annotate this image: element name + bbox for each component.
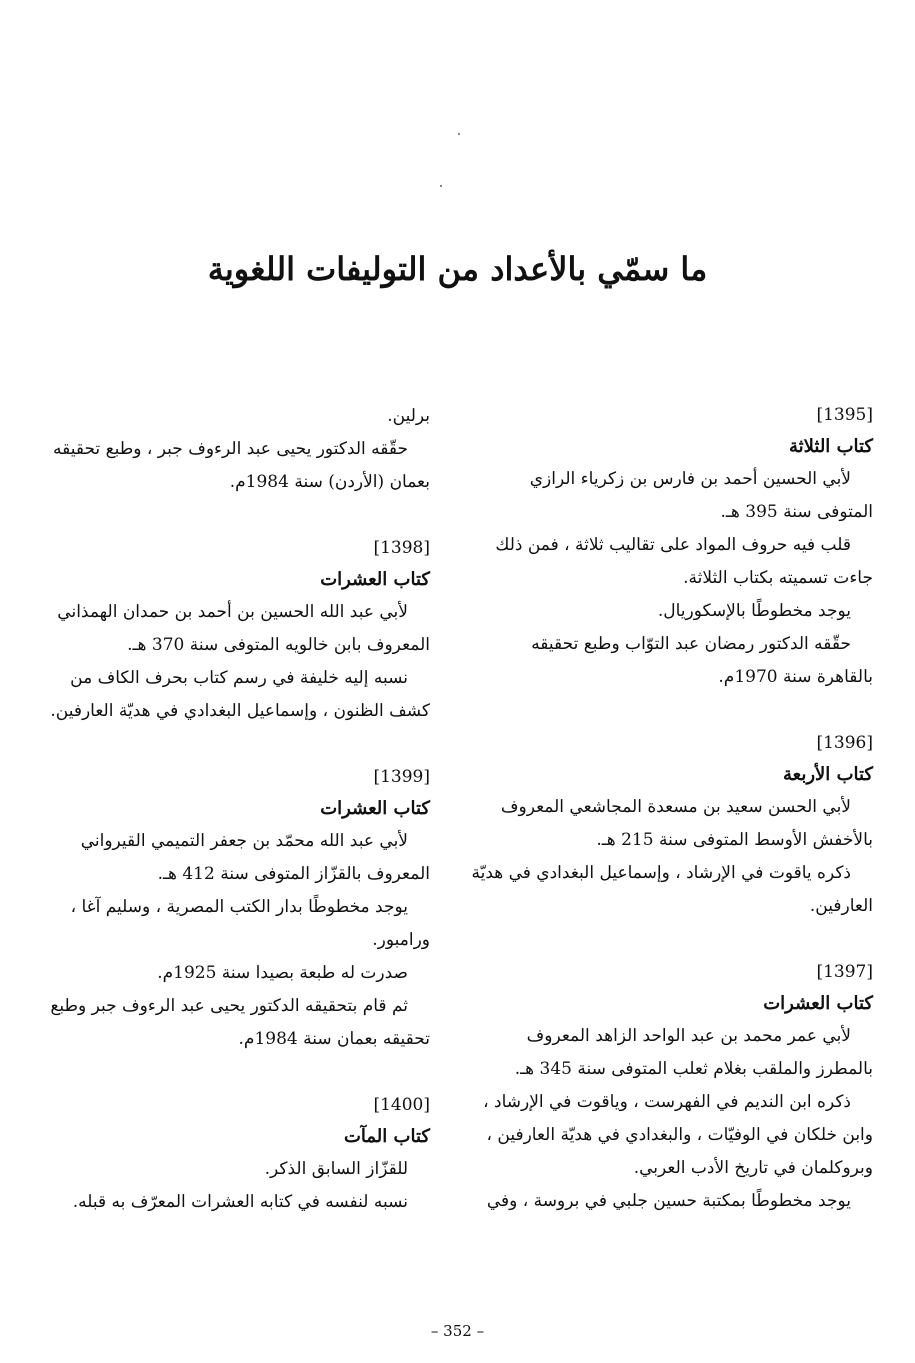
paragraph: برلين. <box>387 406 430 426</box>
entry-number: [1399] <box>373 767 430 787</box>
entry-1399 <box>30 762 430 1056</box>
paragraph: يوجد مخطوطًا بدار الكتب المصرية ، وسليم آغا ، ورامبور. <box>70 897 430 950</box>
paragraph: يوجد مخطوطًا بمكتبة حسين جلبي في بروسة ، وفي <box>486 1191 851 1211</box>
entry-1396 <box>470 728 873 923</box>
entry-1398 <box>30 533 430 728</box>
book-title: كتاب العشرات <box>320 798 430 819</box>
paragraph: صدرت له طبعة بصيدا سنة 1925م. <box>157 963 408 983</box>
paragraph: ثم قام بتحقيقه الدكتور يحيى عبد الرءوف جبر وطبع تحقيقه بعمان سنة 1984م. <box>50 996 430 1049</box>
paragraph: حقّقه الدكتور رمضان عبد التوّاب وطبع تحقيقه بالقاهرة سنة 1970م. <box>531 634 873 687</box>
right-column <box>470 400 873 1252</box>
book-title: كتاب العشرات <box>763 993 873 1014</box>
paragraph: لأبي عبد الله الحسين بن أحمد بن حمدان الهمذاني المعروف بابن خالويه المتوفى سنة 370 هـ. <box>57 602 430 655</box>
paragraph: لأبي عمر محمد بن عبد الواحد الزاهد المعروف بالمطرز والملقب بغلام ثعلب المتوفى سنة 345 هـ. <box>514 1026 873 1079</box>
left-column <box>30 400 430 1253</box>
paragraph: نسبه إليه خليفة في رسم كتاب بحرف الكاف من كشف الظنون ، وإسماعيل البغدادي في هديّة العارفين. <box>50 668 430 721</box>
entry-number: [1398] <box>373 538 430 558</box>
scan-speck <box>458 133 460 135</box>
paragraph: لأبي عبد الله محمّد بن جعفر التميمي القيرواني المعروف بالقزّاز المتوفى سنة 412 هـ. <box>80 831 430 884</box>
paragraph: ذكره ابن النديم في الفهرست ، وياقوت في الإرشاد ، وابن خلكان في الوفيّات ، والبغدادي في هديّة العارفين ، وبروكلمان في تاريخ الأدب العربي. <box>483 1092 873 1178</box>
paragraph: قلب فيه حروف المواد على تقاليب ثلاثة ، فمن ذلك جاءت تسميته بكتاب الثلاثة. <box>495 535 873 588</box>
entry-1395 <box>470 400 873 694</box>
paragraph: لأبي الحسن سعيد بن مسعدة المجاشعي المعروف بالأخفش الأوسط المتوفى سنة 215 هـ. <box>500 797 873 850</box>
book-title: كتاب الأربعة <box>783 764 873 785</box>
paragraph: يوجد مخطوطًا بالإسكوريال. <box>657 601 851 621</box>
paragraph: للقزّاز السابق الذكر. <box>264 1159 408 1179</box>
book-title: كتاب الثلاثة <box>788 436 873 457</box>
entry-number: [1395] <box>816 405 873 425</box>
entry-number: [1396] <box>816 733 873 753</box>
entry-1397 <box>470 957 873 1218</box>
book-title: كتاب المآت <box>343 1126 430 1147</box>
chapter-title: ما سمّي بالأعداد من التوليفات اللغوية <box>207 250 708 288</box>
entry-1400 <box>30 1090 430 1219</box>
paragraph: حقّقه الدكتور يحيى عبد الرءوف جبر ، وطبع تحقيقه بعمان (الأردن) سنة 1984م. <box>53 439 430 492</box>
book-title: كتاب العشرات <box>320 569 430 590</box>
entry-number: [1397] <box>816 962 873 982</box>
paragraph: نسبه لنفسه في كتابه العشرات المعرّف به قبله. <box>72 1192 408 1212</box>
entry-continuation <box>30 400 430 499</box>
entry-number: [1400] <box>373 1095 430 1115</box>
page-number: – 352 – <box>430 1322 485 1340</box>
paragraph: لأبي الحسين أحمد بن فارس بن زكرياء الرازي المتوفى سنة 395 هـ. <box>529 469 873 522</box>
paragraph: ذكره ياقوت في الإرشاد ، وإسماعيل البغدادي في هديّة العارفين. <box>471 863 873 916</box>
scan-speck <box>440 185 442 187</box>
